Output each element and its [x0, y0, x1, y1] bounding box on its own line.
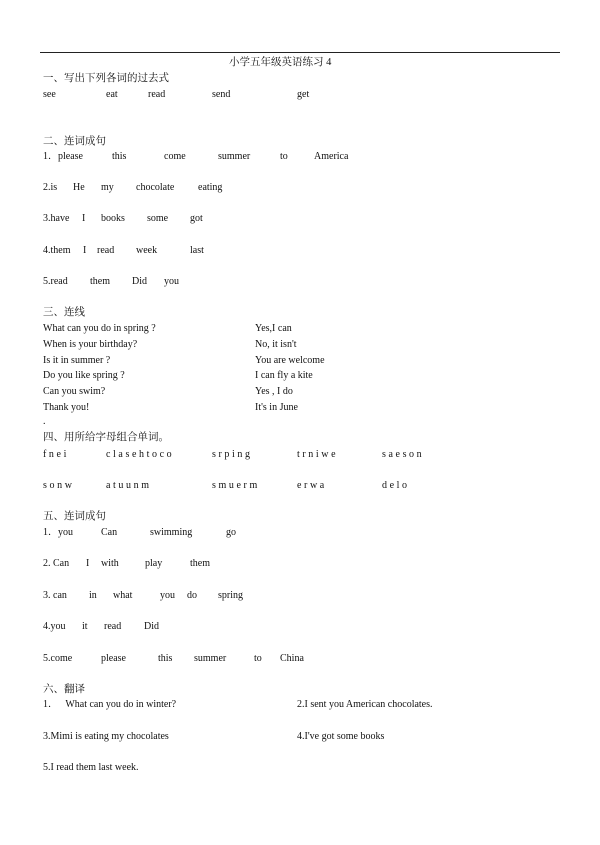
s1-word: read — [148, 89, 166, 100]
s5-word: I — [86, 558, 90, 569]
s5-word: swimming — [150, 527, 193, 538]
match-answer: You are welcome — [255, 355, 325, 366]
section-2-heading: 二、连词成句 — [43, 136, 106, 147]
s5-word: this — [158, 653, 173, 664]
scrambled-word: srping — [212, 449, 253, 460]
section-4-heading: 四、用所给字母组合单词。 — [43, 432, 169, 443]
match-question: Can you swim? — [43, 386, 106, 397]
s2-word: got — [190, 213, 203, 224]
s2-word: summer — [218, 151, 251, 162]
stray-dot: . — [43, 416, 46, 427]
s5-word: summer — [194, 653, 227, 664]
s2-word: 4.them — [43, 245, 71, 256]
s5-word: 5.come — [43, 653, 73, 664]
match-answer: It's in June — [255, 402, 298, 413]
section-3-heading: 三、连线 — [43, 307, 85, 318]
scrambled-word: saeson — [382, 449, 425, 460]
s2-word: America — [314, 151, 349, 162]
s5-word: 2. Can — [43, 558, 70, 569]
s2-word: I — [82, 213, 86, 224]
s5-word: spring — [218, 590, 243, 601]
section-1-heading: 一、写出下列各词的过去式 — [43, 73, 169, 84]
s2-word: eating — [198, 182, 223, 193]
scrambled-word: atuunm — [106, 480, 152, 491]
s1-word: send — [212, 89, 231, 100]
s2-word: 1．please — [43, 151, 83, 162]
s2-word: some — [147, 213, 169, 224]
scrambled-word: clasehtoco — [106, 449, 175, 460]
s2-word: 2.is — [43, 182, 58, 193]
match-question: What can you do in spring ? — [43, 323, 156, 334]
scrambled-word: fnei — [43, 449, 69, 460]
match-question: Thank you! — [43, 402, 90, 413]
s5-word: what — [113, 590, 133, 601]
s2-word: my — [101, 182, 114, 193]
s5-word: with — [101, 558, 119, 569]
s5-word: please — [101, 653, 126, 664]
s5-word: do — [187, 590, 197, 601]
s2-word: you — [164, 276, 179, 287]
s5-word: to — [254, 653, 262, 664]
s2-word: He — [73, 182, 85, 193]
page-title: 小学五年级英语练习 4 — [229, 57, 332, 68]
section-5-heading: 五、连词成句 — [43, 511, 106, 522]
s5-word: in — [89, 590, 97, 601]
s5-word: you — [160, 590, 175, 601]
s5-word: 4.you — [43, 621, 66, 632]
s2-word: 3.have — [43, 213, 70, 224]
s2-word: books — [101, 213, 125, 224]
s5-word: them — [190, 558, 210, 569]
translation-item: 4.I've got some books — [297, 731, 385, 742]
scrambled-word: trniwe — [297, 449, 339, 460]
s2-word: come — [164, 151, 186, 162]
scrambled-word: delo — [382, 480, 410, 491]
s1-word: get — [297, 89, 310, 100]
match-answer: Yes,I can — [255, 323, 292, 334]
s5-word: Did — [144, 621, 159, 632]
translation-item: 5.I read them last week. — [43, 762, 139, 773]
translation-item: 2.I sent you American chocolates. — [297, 699, 433, 710]
s2-word: week — [136, 245, 158, 256]
s5-word: 3. can — [43, 590, 67, 601]
match-question: When is your birthday? — [43, 339, 138, 350]
s5-word: read — [104, 621, 122, 632]
scrambled-word: sonw — [43, 480, 75, 491]
scrambled-word: erwa — [297, 480, 327, 491]
match-answer: Yes , I do — [255, 386, 293, 397]
translation-item: 1． What can you do in winter? — [43, 699, 177, 710]
match-answer: I can fly a kite — [255, 370, 313, 381]
s2-word: this — [112, 151, 127, 162]
translation-item: 3.Mimi is eating my chocolates — [43, 731, 169, 742]
scrambled-word: smuerm — [212, 480, 260, 491]
s5-word: 1．you — [43, 527, 73, 538]
s5-word: China — [280, 653, 304, 664]
s1-word: see — [43, 89, 56, 100]
s2-word: 5.read — [43, 276, 68, 287]
s5-word: play — [145, 558, 163, 569]
s2-word: chocolate — [136, 182, 175, 193]
s1-word: eat — [106, 89, 118, 100]
s5-word: Can — [101, 527, 118, 538]
match-question: Do you like spring ? — [43, 370, 125, 381]
match-answer: No, it isn't — [255, 339, 297, 350]
s2-word: read — [97, 245, 115, 256]
s2-word: I — [83, 245, 87, 256]
match-question: Is it in summer ? — [43, 355, 111, 366]
s5-word: it — [82, 621, 88, 632]
section-6-heading: 六、翻译 — [43, 684, 85, 695]
s2-word: to — [280, 151, 288, 162]
s5-word: go — [226, 527, 236, 538]
s2-word: Did — [132, 276, 147, 287]
header-rule — [40, 52, 560, 53]
s2-word: last — [190, 245, 204, 256]
s2-word: them — [90, 276, 110, 287]
